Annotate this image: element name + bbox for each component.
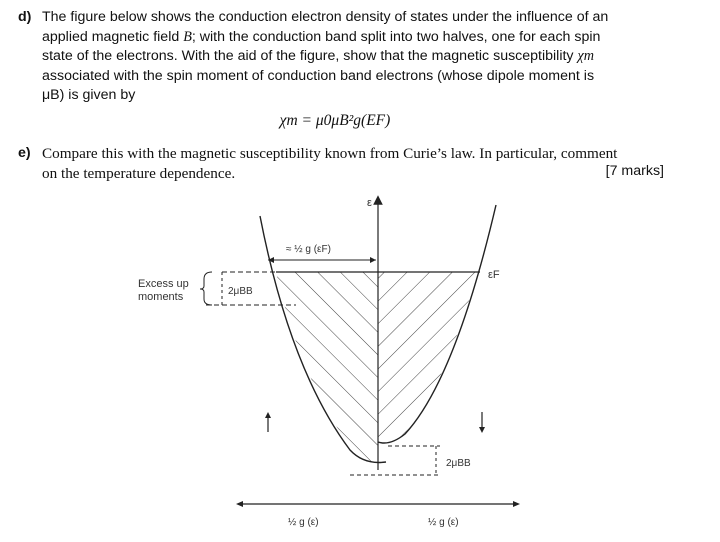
question-d-line-4: associated with the spin moment of conduction band electrons (whose dipole moment is: [42, 67, 595, 84]
left-dos-axis-label: ½ g (ε): [288, 517, 319, 528]
approx-half-dos-label: ≈ ½ g (εF): [286, 244, 331, 255]
question-e-label: e): [18, 145, 31, 161]
right-dos-axis-label: ½ g (ε): [428, 517, 459, 528]
fermi-level-label: εF: [488, 269, 500, 281]
question-d-line-3: state of the electrons. With the aid of the figure, show that the magnetic susceptibility χm: [42, 48, 594, 65]
question-e-line-1: Compare this with the magnetic susceptibility known from Curie’s law. In particular, comment: [42, 145, 618, 162]
question-d-label: d): [18, 9, 32, 25]
split-bottom-label: 2μBB: [446, 458, 471, 469]
split-left-label: 2μBB: [228, 286, 253, 297]
question-d-line-1: The figure below shows the conduction electron density of states under the influence of an: [42, 9, 609, 25]
energy-axis-label: ε: [367, 197, 372, 209]
question-e-line-2: on the temperature dependence.: [42, 164, 236, 182]
spin-up-hatched-region: [276, 272, 378, 462]
excess-up-label: Excess up: [138, 278, 189, 290]
spin-down-hatched-region: [378, 272, 478, 443]
marks-label: [7 marks]: [605, 163, 664, 179]
susceptibility-formula: χm = μ0μB²g(EF): [279, 112, 391, 129]
question-d-line-5: μB) is given by: [42, 87, 136, 104]
excess-brace: [200, 272, 212, 305]
question-d-line-2: applied magnetic field B; with the conduction band split into two halves, one for each spin: [42, 28, 601, 45]
excess-moments-label: moments: [138, 291, 184, 303]
